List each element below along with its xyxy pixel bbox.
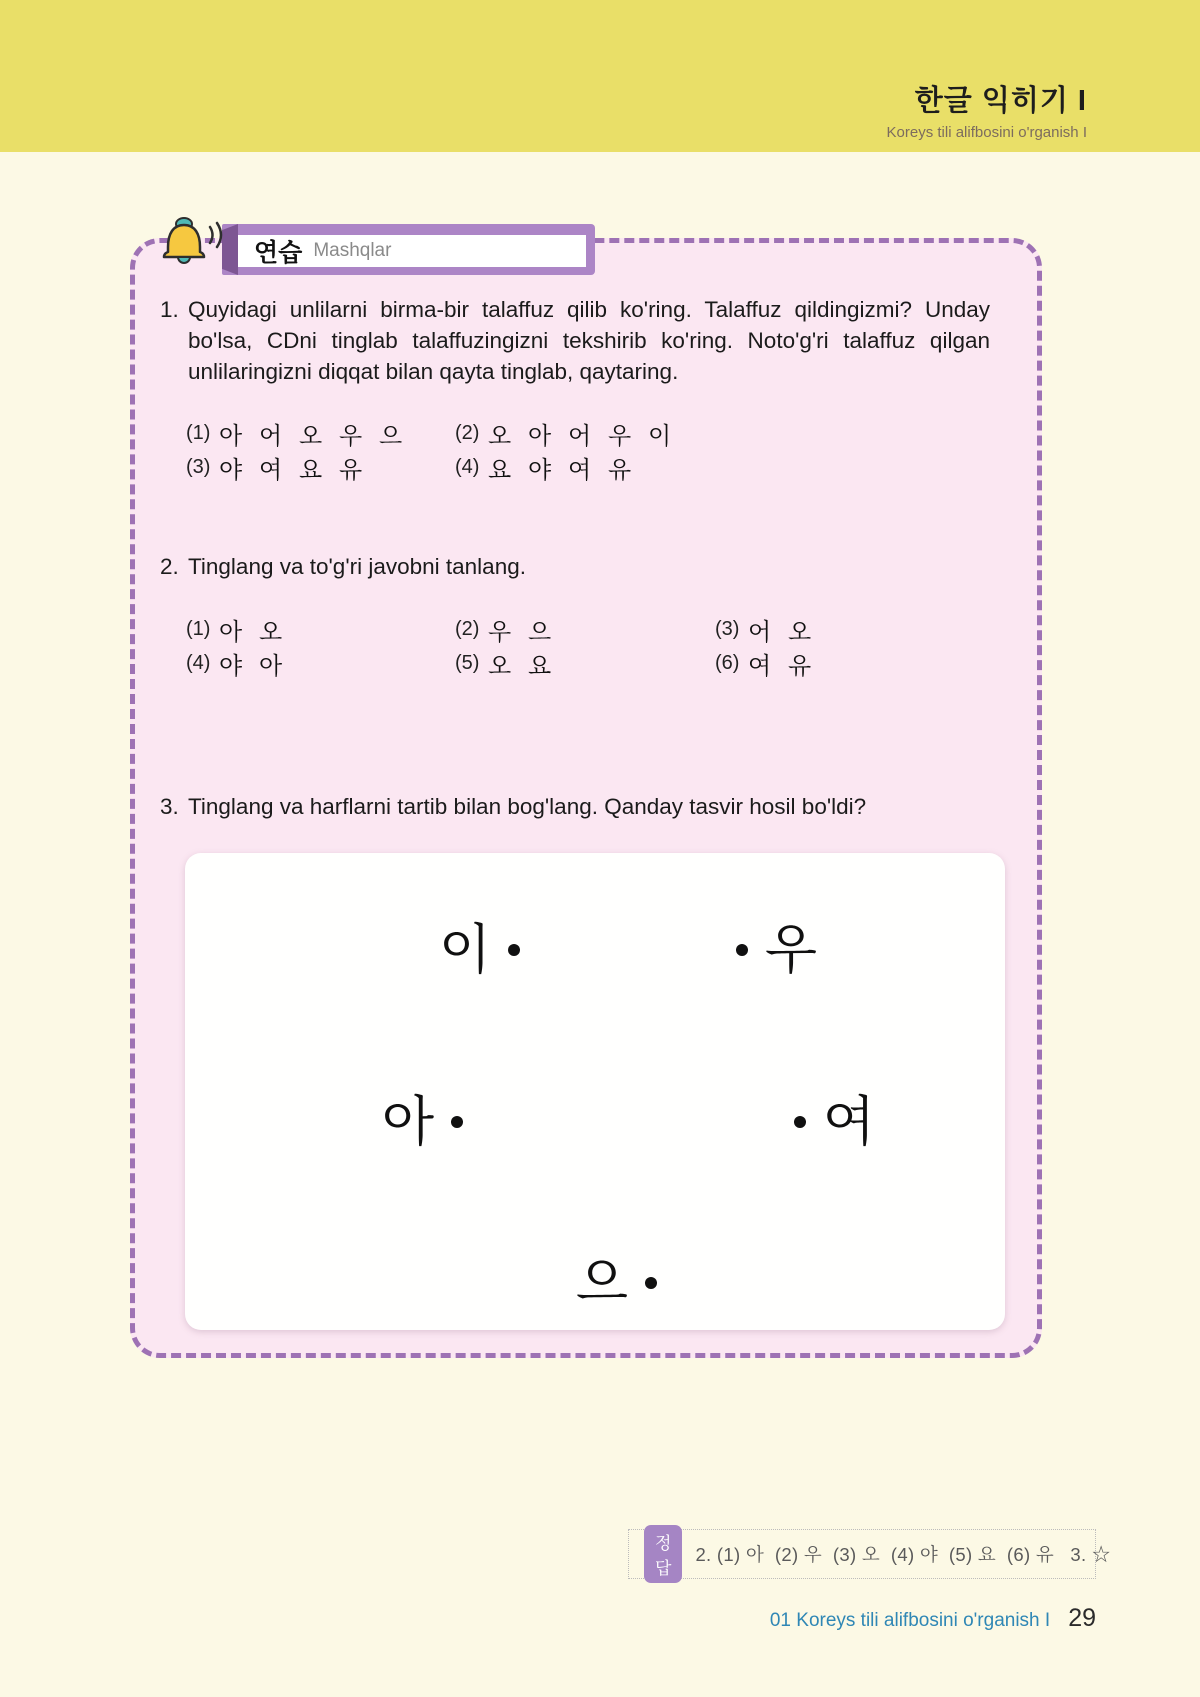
page-subtitle: Koreys tili alifbosini o'rganish I [886, 124, 1087, 141]
hangul-vowel: 어 [748, 618, 772, 646]
hangul-vowel: 오 [488, 652, 512, 680]
section-ribbon [222, 224, 595, 275]
hangul-vowel: 으 [379, 422, 403, 450]
connector-dot [508, 944, 520, 956]
hangul-vowel: 우 [488, 618, 512, 646]
exercise-1-number: 1. [160, 297, 179, 322]
answer-badge: 정답 [644, 1525, 682, 1583]
hangul-vowel: 여 [748, 652, 772, 680]
hangul-vowel: 오 [488, 422, 512, 450]
hangul-vowel: 요 [488, 456, 512, 484]
header-text-block [887, 78, 1087, 141]
hangul-vowel: 오 [299, 422, 323, 450]
match-item-yeo [794, 1094, 876, 1150]
item-number: (2) [455, 617, 480, 640]
hangul-vowel: 여 [568, 456, 592, 484]
item-number: (3) [186, 455, 211, 478]
item-number: (5) [455, 651, 480, 674]
hangul-vowel: 유 [608, 456, 632, 484]
connector-dot [451, 1116, 463, 1128]
hangul-vowel: 유 [339, 456, 363, 484]
vowel-group-1 [186, 416, 455, 451]
hangul-vowel: 오 [788, 618, 812, 646]
hangul-letter: 으 [575, 1253, 629, 1313]
item-number: (2) [455, 421, 480, 444]
hangul-vowel: 으 [528, 618, 552, 646]
vowel-row [186, 646, 828, 680]
page-title: 한글 익히기 I [914, 85, 1087, 117]
match-item-eu [575, 1255, 657, 1311]
exercise-3-heading [160, 791, 1040, 822]
exercise-2-items [186, 612, 828, 680]
hangul-vowel: 아 [219, 618, 243, 646]
header-band [0, 0, 1200, 152]
hangul-vowel: 이 [648, 422, 672, 450]
exercise-1-text: Quyidagi unlilarni birma-bir talaffuz qilib ko'ring. Talaffuz qildingizmi? Unday bo'lsa, CDni tinglab talaffuzingizni tekshirib ko'ring. Noto'g'ri talaffuz qilgan unlilaringizni diqqat bilan qayta tinglab, qaytaring. [188, 297, 990, 384]
vowel-row [186, 450, 688, 484]
vowel-row [186, 416, 688, 450]
hangul-vowel: 아 [219, 422, 243, 450]
exercise-1-items [186, 416, 688, 484]
match-item-i [438, 922, 520, 978]
connector-dot [736, 944, 748, 956]
vowel-row [186, 612, 828, 646]
page-number: 29 [1068, 1604, 1096, 1632]
hangul-vowel: 여 [259, 456, 283, 484]
vowel-group-4 [455, 450, 648, 485]
chapter-label: 01 Koreys tili alifbosini o'rganish I [769, 1610, 1051, 1631]
option-group-3 [715, 612, 828, 647]
hangul-vowel: 야 [219, 652, 243, 680]
ribbon-label [238, 235, 586, 267]
hangul-vowel: 우 [608, 422, 632, 450]
answer-text: 2. (1) 아 (2) 우 (3) 오 (4) 야 (5) 요 (6) 유 3. ☆ [695, 1544, 1111, 1565]
bell-icon [154, 214, 234, 283]
option-group-6 [715, 646, 828, 681]
hangul-vowel: 야 [219, 456, 243, 484]
hangul-vowel: 우 [339, 422, 363, 450]
hangul-letter: 아 [381, 1092, 435, 1152]
hangul-vowel: 아 [259, 652, 283, 680]
exercise-1-heading [160, 294, 990, 387]
hangul-vowel: 어 [259, 422, 283, 450]
item-number: (4) [186, 651, 211, 674]
option-group-2 [455, 612, 715, 647]
exercise-2-text: Tinglang va to'g'ri javobni tanlang. [188, 554, 526, 579]
match-item-u [736, 922, 818, 978]
match-item-a [381, 1094, 463, 1150]
item-number: (6) [715, 651, 740, 674]
option-group-4 [186, 646, 455, 681]
item-number: (4) [455, 455, 480, 478]
matching-board [185, 853, 1005, 1330]
hangul-letter: 이 [438, 920, 492, 980]
hangul-vowel: 오 [259, 618, 283, 646]
answer-key [628, 1529, 1111, 1579]
section-title-korean: 연습 [254, 239, 303, 267]
connector-dot [794, 1116, 806, 1128]
hangul-vowel: 아 [528, 422, 552, 450]
item-number: (3) [715, 617, 740, 640]
exercise-2-number: 2. [160, 554, 179, 579]
connector-dot [645, 1277, 657, 1289]
hangul-letter: 우 [764, 920, 818, 980]
hangul-vowel: 어 [568, 422, 592, 450]
item-number: (1) [186, 617, 211, 640]
section-title-uzbek: Mashqlar [313, 240, 392, 261]
option-group-5 [455, 646, 715, 681]
item-number: (1) [186, 421, 211, 444]
hangul-letter: 여 [822, 1092, 876, 1152]
hangul-vowel: 요 [528, 652, 552, 680]
vowel-group-3 [186, 450, 455, 485]
exercise-2-heading [160, 551, 990, 582]
hangul-vowel: 요 [299, 456, 323, 484]
vowel-group-2 [455, 416, 688, 451]
page-footer [770, 1604, 1096, 1633]
hangul-vowel: 유 [788, 652, 812, 680]
exercise-3-text: Tinglang va harflarni tartib bilan bog'lang. Qanday tasvir hosil bo'ldi? [188, 794, 867, 819]
exercise-3-number: 3. [160, 794, 179, 819]
hangul-vowel: 야 [528, 456, 552, 484]
option-group-1 [186, 612, 455, 647]
